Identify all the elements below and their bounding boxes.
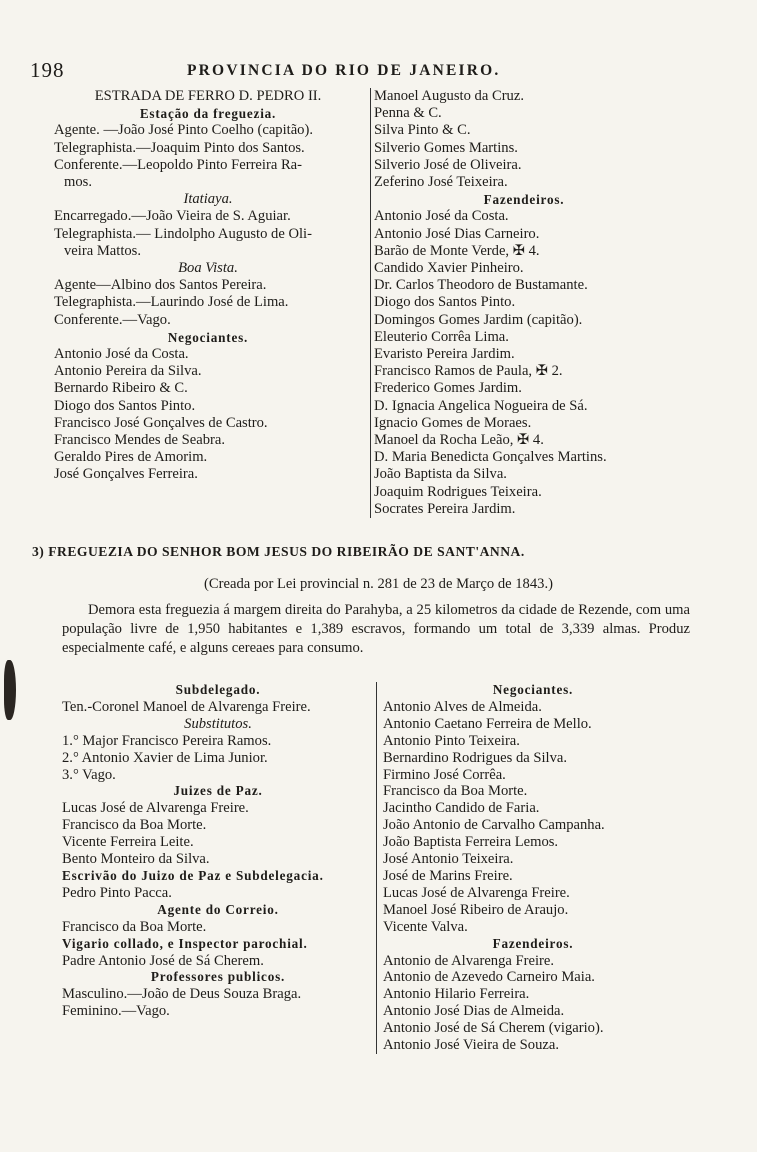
entry-line: Subdelegado. (175, 682, 261, 697)
entry-line: Boa Vista. (178, 260, 238, 277)
entry-line: Antonio Pinto Teixeira. (383, 732, 520, 749)
entry-line: Diogo dos Santos Pinto. (54, 397, 196, 414)
entry-line: Negociantes. (167, 329, 249, 345)
entry-line: Eleuterio Corrêa Lima. (374, 328, 509, 345)
top-section (54, 88, 666, 528)
entry-line: Telegraphista.—Joaquim Pinto dos Santos. (54, 139, 305, 156)
entry-line: Padre Antonio José de Sá Cherem. (62, 952, 264, 969)
entry-line: Agente do Correio. (157, 901, 279, 917)
entry-line: Francisco da Boa Morte. (383, 783, 528, 800)
entry-line: Silva Pinto & C. (374, 122, 471, 139)
entry-line: Manoel José Ribeiro de Araujo. (383, 901, 569, 918)
entry-line: Francisco Ramos de Paula, ✠ 2. (374, 363, 563, 380)
ink-blot (4, 660, 16, 720)
entry-line: Antonio José de Sá Cherem (vigario). (383, 1020, 604, 1037)
entry-line: Candido Xavier Pinheiro. (374, 260, 524, 277)
entry-line: Fazendeiros. (492, 935, 574, 951)
entry-line: Pedro Pinto Pacca. (62, 884, 172, 901)
entry-line: Bernardino Rodrigues da Silva. (383, 749, 568, 766)
entry-line: Masculino.—João de Deus Souza Braga. (62, 986, 302, 1003)
entry-line: Encarregado.—João Vieira de S. Aguiar. (54, 208, 291, 225)
page-number: 198 (30, 58, 65, 82)
entry-line: Antonio José da Costa. (54, 346, 189, 363)
entry-line: Ten.-Coronel Manoel de Alvarenga Freire. (62, 698, 311, 715)
entry-line: José de Marins Freire. (383, 867, 513, 884)
entry-line: Geraldo Pires de Amorim. (54, 449, 208, 466)
entry-line: Barão de Monte Verde, ✠ 4. (374, 242, 540, 259)
entry-line: José Antonio Teixeira. (383, 851, 514, 868)
entry-line: 1.° Major Francisco Pereira Ramos. (62, 732, 272, 749)
entry-line: Negociantes. (492, 682, 574, 697)
entry-line: Antonio de Azevedo Carneiro Maia. (383, 969, 595, 986)
entry-line: Vigario collado, e Inspector parochial. (62, 935, 308, 951)
page-title: PROVINCIA DO RIO DE JANEIRO. (187, 62, 501, 79)
entry-line: Zeferino José Teixeira. (374, 174, 508, 191)
entry-line: Antonio José Vieira de Souza. (383, 1037, 559, 1054)
entry-line: 2.° Antonio Xavier de Lima Junior. (62, 749, 268, 766)
bottom-left-column (62, 682, 374, 1020)
page-header (30, 58, 560, 84)
entry-line: João Baptista da Silva. (374, 466, 507, 483)
entry-line: Domingos Gomes Jardim (capitão). (374, 311, 583, 328)
entry-line: Manoel Augusto da Cruz. (374, 88, 524, 104)
entry-line: Juizes de Paz. (173, 783, 263, 799)
entry-line: Estação da freguezia. (139, 106, 277, 122)
entry-line: João Baptista Ferreira Lemos. (383, 834, 559, 851)
entry-line: Silverio Gomes Martins. (374, 139, 518, 156)
entry-line: Antonio Caetano Ferreira de Mello. (383, 715, 592, 732)
entry-line: Vicente Ferreira Leite. (62, 834, 194, 851)
entry-line: 3.° Vago. (62, 766, 116, 783)
entry-line: Agente. —João José Pinto Coelho (capitão). (54, 122, 313, 139)
entry-line: Jacintho Candido de Faria. (383, 800, 540, 817)
entry-line: D. Maria Benedicta Gonçalves Martins. (374, 449, 607, 466)
entry-line: Professores publicos. (150, 969, 286, 985)
entry-line: Diogo dos Santos Pinto. (374, 294, 516, 311)
entry-line: Joaquim Rodrigues Teixeira. (374, 483, 542, 500)
entry-line: Silverio José de Oliveira. (374, 156, 522, 173)
entry-line: Agente—Albino dos Santos Pereira. (54, 277, 267, 294)
top-left-column (54, 88, 362, 484)
entry-line: Conferente.—Leopoldo Pinto Ferreira Ra- (54, 156, 303, 173)
entry-line: Lucas José de Alvarenga Freire. (383, 884, 570, 901)
entry-line: Francisco Mendes de Seabra. (54, 432, 226, 449)
bottom-right-column (376, 682, 683, 1054)
entry-line: Firmino José Corrêa. (383, 766, 506, 783)
entry-line: Antonio José da Costa. (374, 208, 509, 225)
entry-line: Conferente.—Vago. (54, 311, 171, 328)
creation-note: (Creada por Lei provincial n. 281 de 23 de Março de 1843.) (204, 576, 553, 592)
entry-line: Antonio José Dias de Almeida. (383, 1003, 565, 1020)
entry-line: Telegraphista.— Lindolpho Augusto de Oli- (54, 225, 312, 242)
bottom-section (62, 682, 692, 1082)
entry-line: Bento Monteiro da Silva. (62, 851, 210, 868)
entry-line: Francisco José Gonçalves de Castro. (54, 414, 268, 431)
entry-line: Vicente Valva. (383, 918, 468, 935)
entry-line: Telegraphista.—Laurindo José de Lima. (54, 294, 289, 311)
entry-line: Antonio Hilario Ferreira. (383, 986, 530, 1003)
entry-line: Fazendeiros. (483, 192, 565, 208)
entry-line: Bernardo Ribeiro & C. (54, 380, 188, 397)
entry-line: Evaristo Pereira Jardim. (374, 346, 515, 363)
entry-line: João Antonio de Carvalho Campanha. (383, 817, 605, 834)
entry-line: Escrivão do Juizo de Paz e Subdelegacia. (62, 867, 324, 883)
entry-line: Antonio de Alvarenga Freire. (383, 952, 555, 969)
entry-line: mos. (64, 174, 92, 191)
entry-line: Itatiaya. (183, 191, 233, 208)
entry-line: Francisco da Boa Morte. (62, 817, 207, 834)
entry-line: Socrates Pereira Jardim. (374, 500, 516, 517)
entry-line: José Gonçalves Ferreira. (54, 466, 198, 483)
entry-line: Francisco da Boa Morte. (62, 918, 207, 935)
entry-line: Antonio José Dias Carneiro. (374, 225, 540, 242)
entry-line: Lucas José de Alvarenga Freire. (62, 800, 249, 817)
entry-line: Substitutos. (184, 715, 252, 732)
section-title: 3) FREGUEZIA DO SENHOR BOM JESUS DO RIBEIRÃO DE SANT'ANNA. (32, 544, 525, 559)
entry-line: Feminino.—Vago. (62, 1003, 170, 1020)
entry-line: Antonio Pereira da Silva. (54, 363, 202, 380)
entry-line: Dr. Carlos Theodoro de Bustamante. (374, 277, 588, 294)
entry-line: veira Mattos. (64, 242, 142, 259)
entry-line: Manoel da Rocha Leão, ✠ 4. (374, 432, 544, 449)
entry-line: Antonio Alves de Almeida. (383, 698, 542, 715)
entry-line: Ignacio Gomes de Moraes. (374, 414, 532, 431)
entry-line: Penna & C. (374, 105, 442, 122)
entry-line: Frederico Gomes Jardim. (374, 380, 522, 397)
description-paragraph: Demora esta freguezia á margem direita do Parahyba, a 25 kilometros da cidade de Rezende, com uma população livre de 1,950 habitantes e 1,389 escravos, formando um total de 3,339 almas. Produz especialmente café, e alguns cereaes para consumo. (62, 602, 690, 656)
top-right-column (370, 88, 674, 518)
entry-line: D. Ignacia Angelica Nogueira de Sá. (374, 397, 588, 414)
entry-line: ESTRADA DE FERRO D. PEDRO II. (94, 88, 322, 104)
